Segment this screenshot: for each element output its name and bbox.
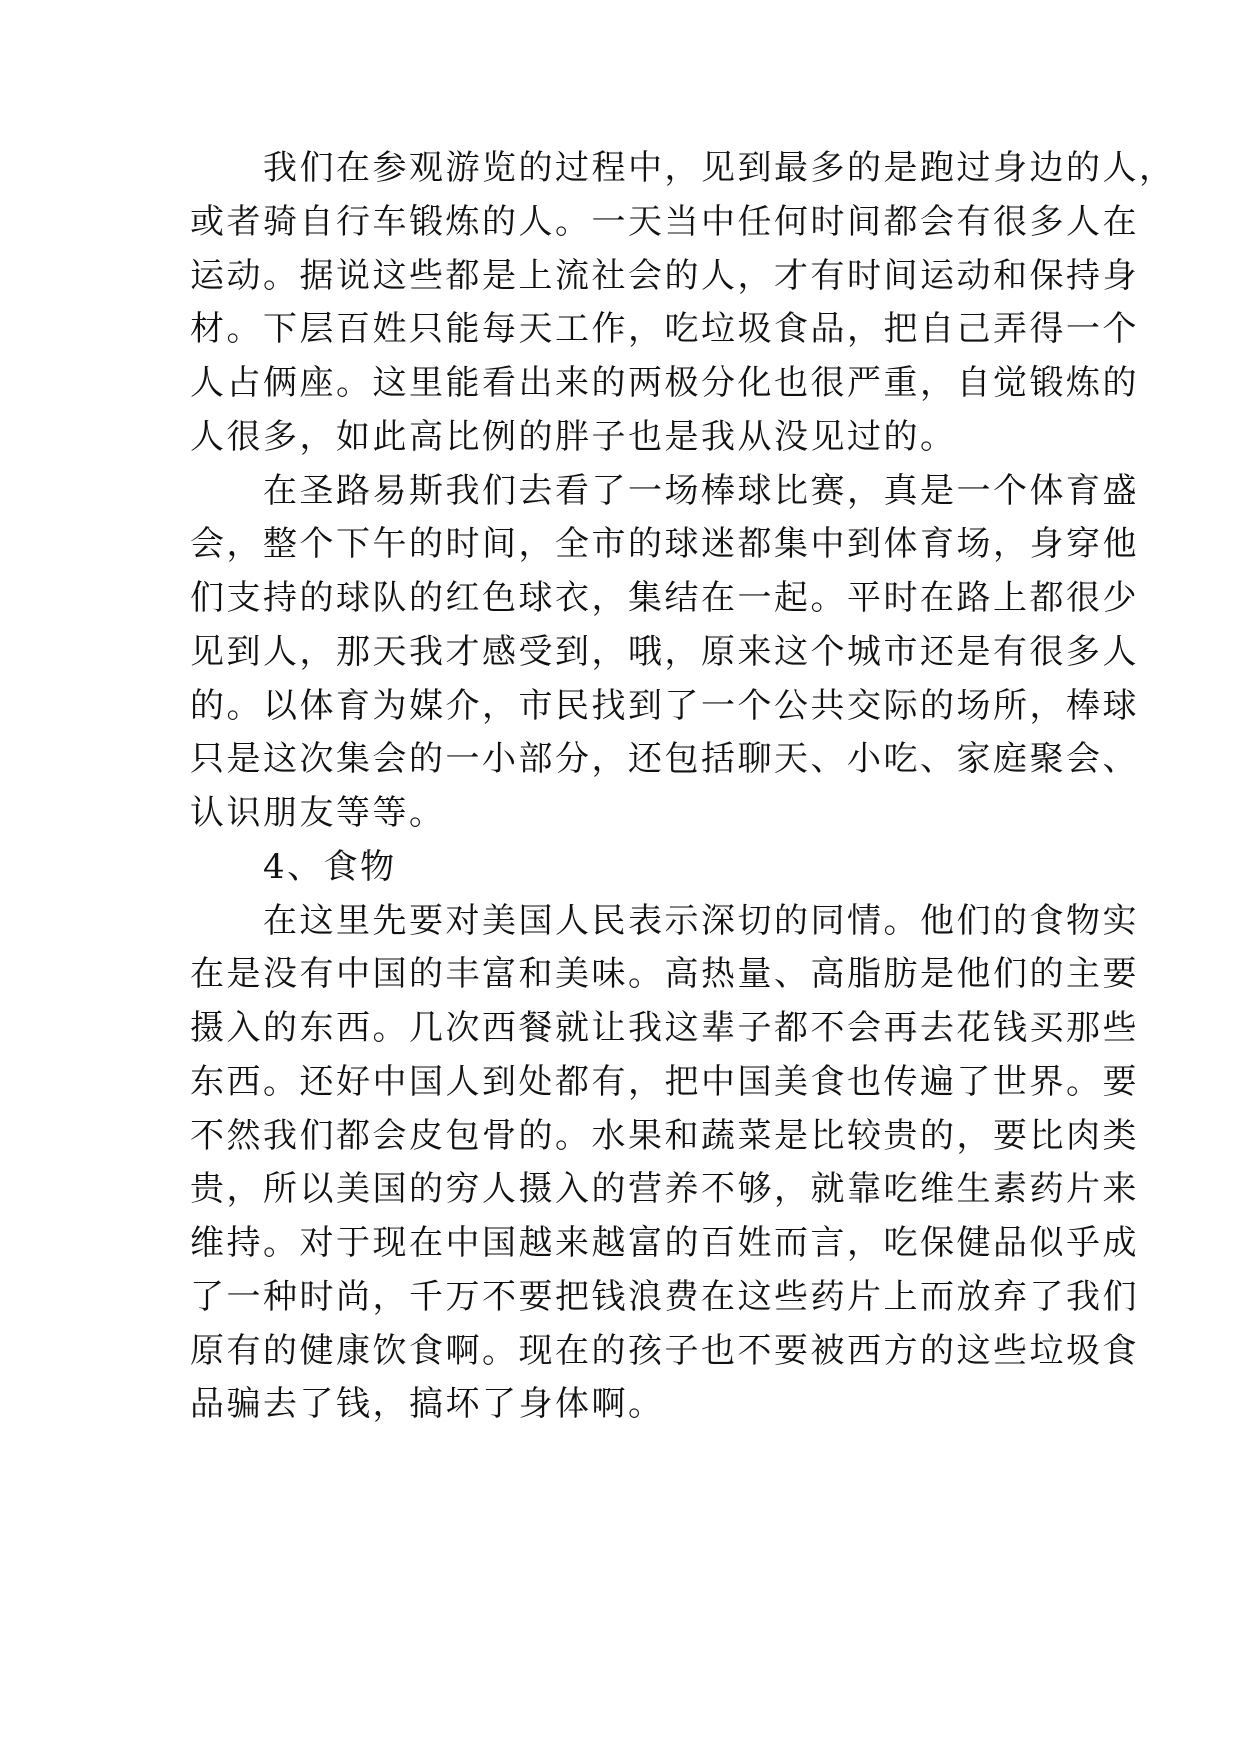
text-line: 只是这次集会的一小部分，还包括聊天、小吃、家庭聚会、: [190, 739, 1139, 779]
text-line: 或者骑自行车锻炼的人。一天当中任何时间都会有很多人在: [190, 202, 1139, 242]
text-line: 们支持的球队的红色球衣，集结在一起。平时在路上都很少: [190, 578, 1139, 618]
text-line: 我们在参观游览的过程中，见到最多的是跑过身边的人，: [190, 148, 1176, 188]
text-line: 人占俩座。这里能看出来的两极分化也很严重，自觉锻炼的: [190, 363, 1139, 403]
text-line: 会，整个下午的时间，全市的球迷都集中到体育场，身穿他: [190, 524, 1139, 564]
text-line: 在这里先要对美国人民表示深切的同情。他们的食物实: [190, 901, 1139, 941]
text-line: 不然我们都会皮包骨的。水果和蔬菜是比较贵的，要比肉类: [190, 1116, 1139, 1156]
text-line: 品骗去了钱，搞坏了身体啊。: [190, 1384, 665, 1424]
text-line: 认识朋友等等。: [190, 793, 446, 833]
text-line: 人很多，如此高比例的胖子也是我从没见过的。: [190, 417, 957, 457]
text-line: 在圣路易斯我们去看了一场棒球比赛，真是一个体育盛: [190, 471, 1139, 511]
text-line: 东西。还好中国人到处都有，把中国美食也传遍了世界。要: [190, 1062, 1139, 1102]
text-line: 原有的健康饮食啊。现在的孩子也不要被西方的这些垃圾食: [190, 1331, 1139, 1371]
text-line: 维持。对于现在中国越来越富的百姓而言，吃保健品似乎成: [190, 1223, 1139, 1263]
text-line: 贵，所以美国的穷人摄入的营养不够，就靠吃维生素药片来: [190, 1169, 1139, 1209]
text-line: 的。以体育为媒介，市民找到了一个公共交际的场所，棒球: [190, 686, 1139, 726]
text-line: 运动。据说这些都是上流社会的人，才有时间运动和保持身: [190, 256, 1139, 296]
section-heading: 4、食物: [190, 847, 397, 887]
text-line: 了一种时尚，千万不要把钱浪费在这些药片上而放弃了我们: [190, 1277, 1139, 1317]
text-line: 见到人，那天我才感受到，哦，原来这个城市还是有很多人: [190, 632, 1139, 672]
text-line: 在是没有中国的丰富和美味。高热量、高脂肪是他们的主要: [190, 954, 1139, 994]
text-line: 摄入的东西。几次西餐就让我这辈子都不会再去花钱买那些: [190, 1008, 1139, 1048]
text-line: 材。下层百姓只能每天工作，吃垃圾食品，把自己弄得一个: [190, 309, 1139, 349]
